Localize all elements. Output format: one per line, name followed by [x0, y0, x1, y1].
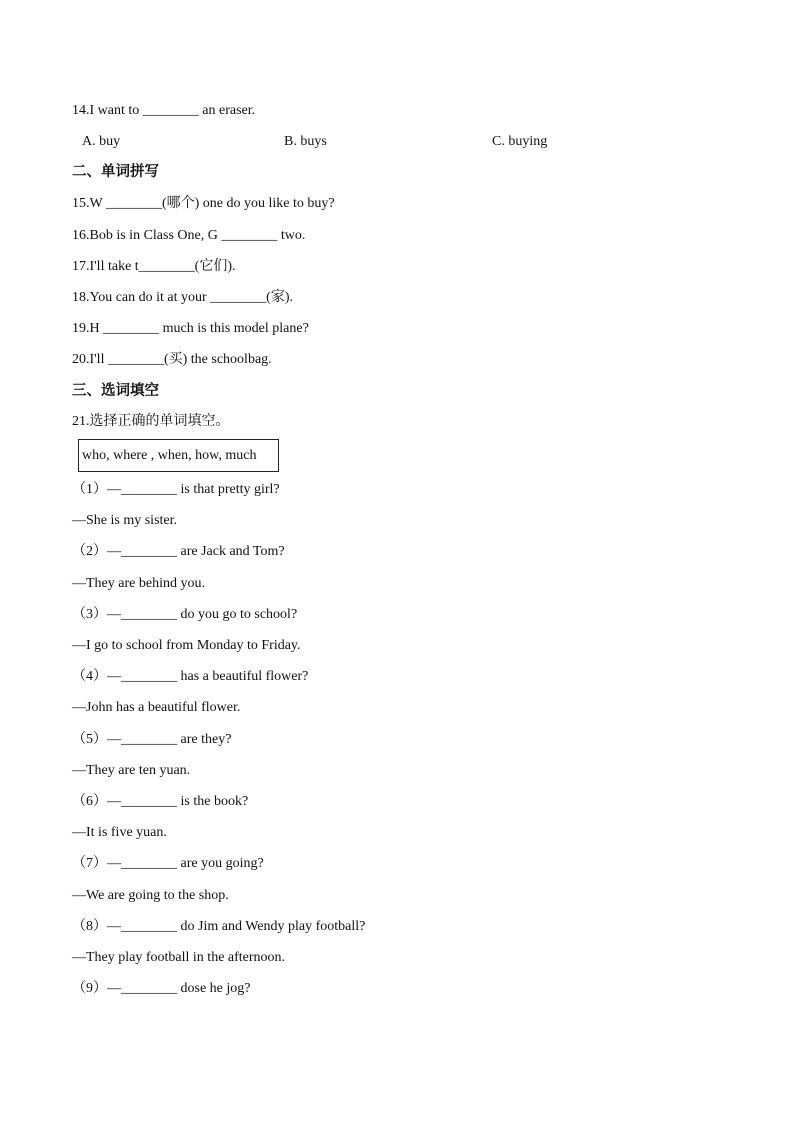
section-3-heading: 三、选词填空 — [72, 383, 159, 399]
q21-item-4-answer: —John has a beautiful flower. — [72, 700, 241, 715]
q21-item-2-answer: —They are behind you. — [72, 576, 205, 591]
question-17: 17.I'll take t________(它们). — [72, 259, 236, 274]
question-19: 19.H ________ much is this model plane? — [72, 321, 309, 336]
q21-item-1-answer: —She is my sister. — [72, 513, 178, 528]
question-14-option-b: B. buys — [284, 134, 327, 149]
q21-item-5-answer: —They are ten yuan. — [72, 763, 191, 778]
word-bank-box: who, where , when, how, much — [78, 439, 279, 472]
question-20: 20.I'll ________(买) the schoolbag. — [72, 352, 272, 367]
q21-item-6-question: （6）—________ is the book? — [72, 794, 249, 809]
section-2-heading: 二、单词拼写 — [72, 164, 159, 180]
q21-item-6-answer: —It is five yuan. — [72, 825, 167, 840]
question-16: 16.Bob is in Class One, G ________ two. — [72, 228, 306, 243]
question-21-instruction: 21.选择正确的单词填空。 — [72, 414, 230, 429]
question-14-option-c: C. buying — [492, 134, 548, 149]
question-15: 15.W ________(哪个) one do you like to buy? — [72, 196, 335, 211]
q21-item-5-question: （5）—________ are they? — [72, 732, 232, 747]
q21-item-4-question: （4）—________ has a beautiful flower? — [72, 669, 309, 684]
q21-item-3-question: （3）—________ do you go to school? — [72, 607, 298, 622]
q21-item-7-question: （7）—________ are you going? — [72, 856, 264, 871]
question-14-stem: 14.I want to ________ an eraser. — [72, 103, 256, 118]
question-18: 18.You can do it at your ________(家). — [72, 290, 294, 305]
q21-item-3-answer: —I go to school from Monday to Friday. — [72, 638, 301, 653]
q21-item-7-answer: —We are going to the shop. — [72, 888, 229, 903]
question-14-option-a: A. buy — [82, 134, 121, 149]
q21-item-9-question: （9）—________ dose he jog? — [72, 981, 251, 996]
q21-item-8-question: （8）—________ do Jim and Wendy play football? — [72, 919, 366, 934]
q21-item-2-question: （2）—________ are Jack and Tom? — [72, 544, 285, 559]
q21-item-8-answer: —They play football in the afternoon. — [72, 950, 286, 965]
q21-item-1-question: （1）—________ is that pretty girl? — [72, 482, 280, 497]
